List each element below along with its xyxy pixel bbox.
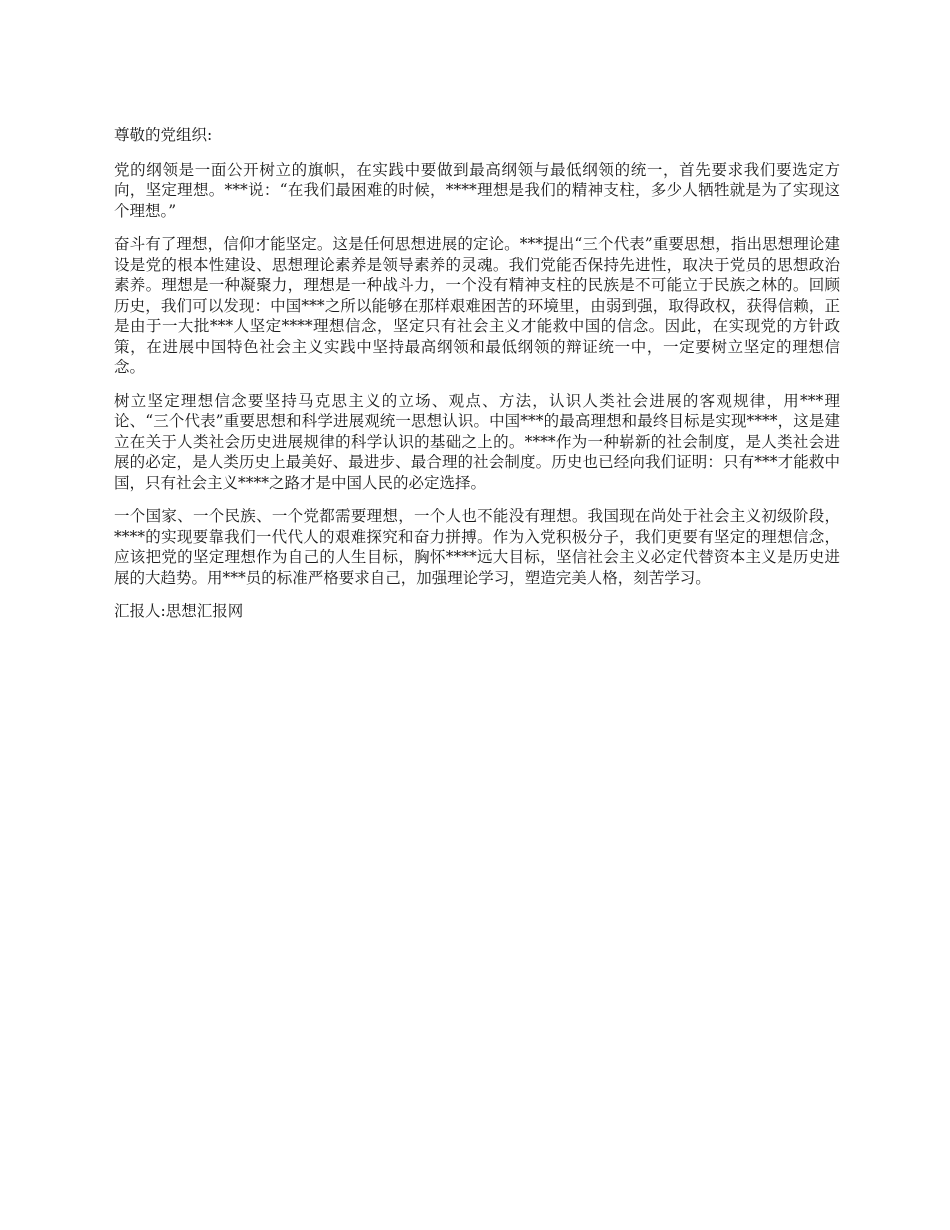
salutation: 尊敬的党组织: [114, 126, 213, 144]
paragraph-1: 党的纲领是一面公开树立的旗帜，在实践中要做到最高纲领与最低纲领的统一，首先要求我们要选定方向，坚定理想。***说：“在我们最困难的时候，****理想是我们的精神支柱，多少人牺牲就是为了实现这个理想。” [114, 160, 840, 220]
paragraph-2: 奋斗有了理想，信仰才能坚定。这是任何思想进展的定论。***提出“三个代表”重要思想，指出思想理论建设是党的根本性建设、思想理论素养是领导素养的灵魂。我们党能否保持先进性，取决于党员的思想政治素养。理想是一种凝聚力，理想是一种战斗力，一个没有精神支柱的民族是不可能立于民族之林的。回顾历史，我们可以发现：中国***之所以能够在那样艰难困苦的环境里，由弱到强，取得政权，获得信赖，正是由于一大批***人坚定****理想信念，坚定只有社会主义才能救中国的信念。因此，在实现党的方针政策，在进展中国特色社会主义实践中坚持最高纲领和最低纲领的辩证统一中，一定要树立坚定的理想信念。 [114, 235, 840, 376]
paragraph-3: 树立坚定理想信念要坚持马克思主义的立场、观点、方法，认识人类社会进展的客观规律，用***理论、“三个代表”重要思想和科学进展观统一思想认识。中国***的最高理想和最终目标是实现****，这是建立在关于人类社会历史进展规律的科学认识的基础之上的。****作为一种崭新的社会制度，是人类社会进展的必定，是人类历史上最美好、最进步、最合理的社会制度。历史也已经向我们证明：只有***才能救中国，只有社会主义****之路才是中国人民的必定选择。 [114, 391, 840, 492]
document-body [114, 125, 840, 635]
paragraph-4: 一个国家、一个民族、一个党都需要理想，一个人也不能没有理想。我国现在尚处于社会主义初级阶段，****的实现要靠我们一代代人的艰难探究和奋力拼搏。作为入党积极分子，我们更要有坚定的理想信念，应该把党的坚定理想作为自己的人生目标，胸怀****远大目标，坚信社会主义必定代替资本主义是历史进展的大趋势。用***员的标准严格要求自己，加强理论学习，塑造完美人格，刻苦学习。 [114, 507, 840, 587]
signature: 汇报人:思想汇报网 [114, 602, 244, 620]
